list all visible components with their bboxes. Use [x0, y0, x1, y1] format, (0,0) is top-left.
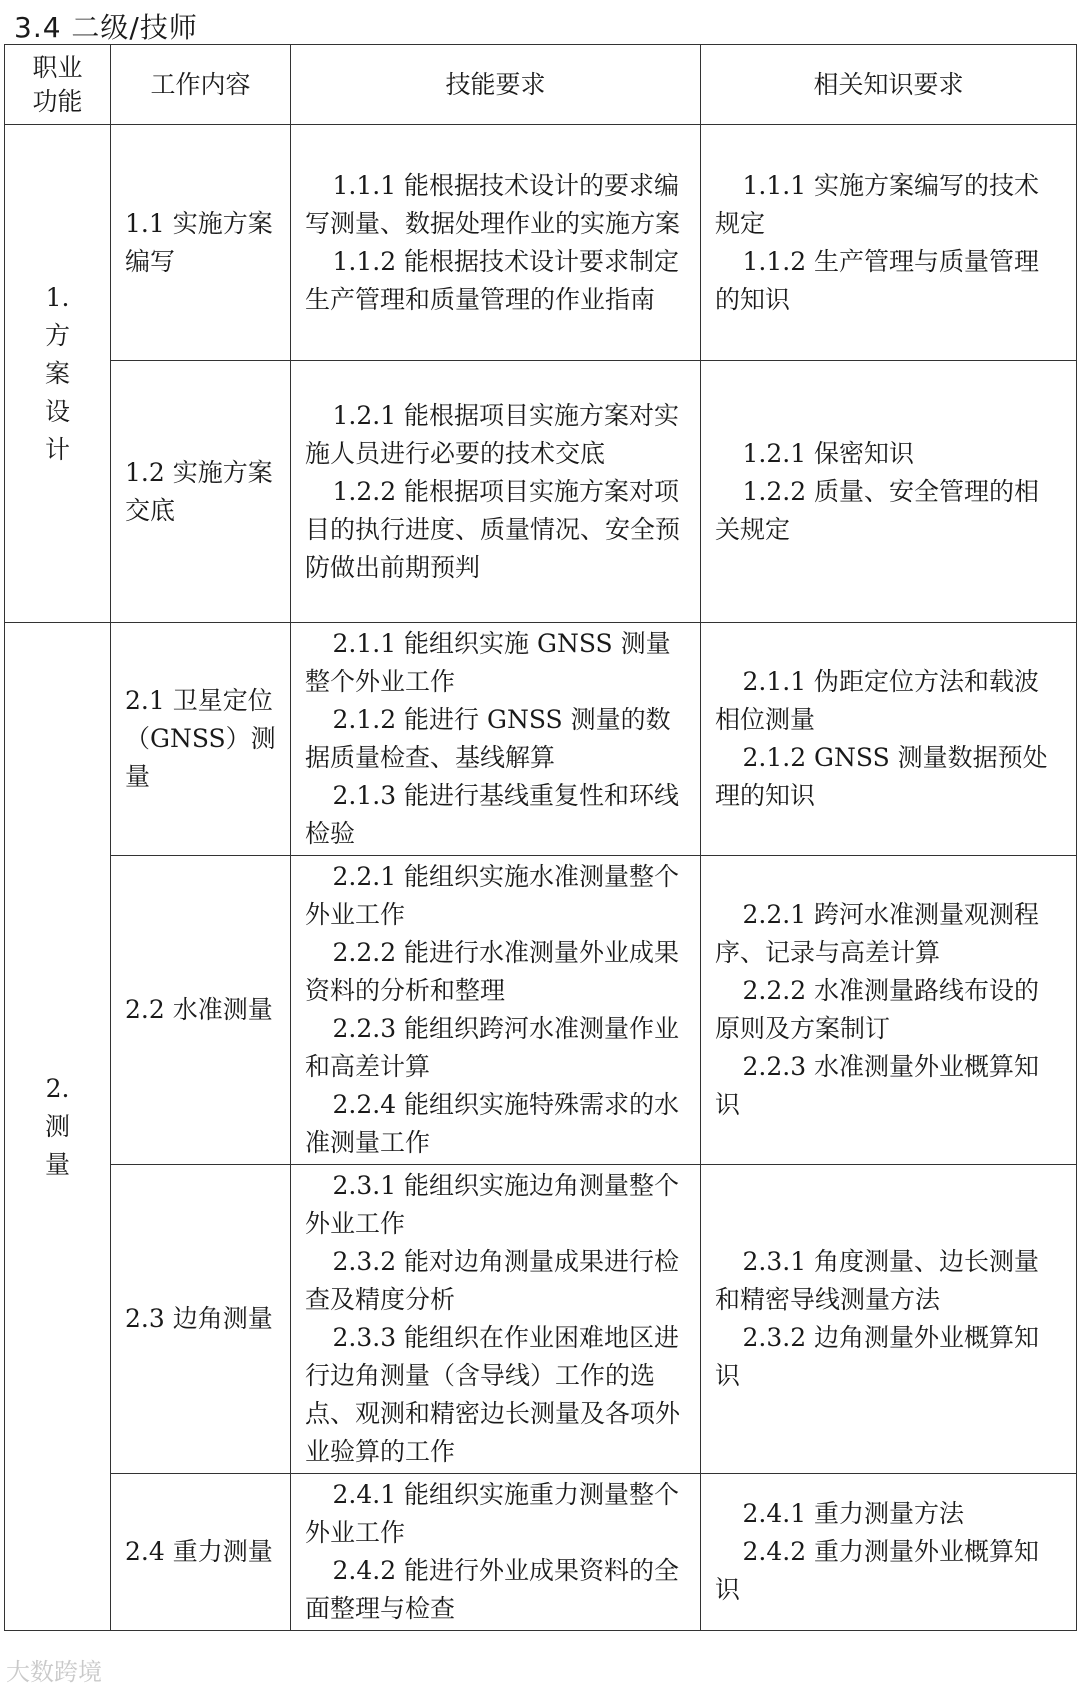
content-cell: 2.4 重力测量	[111, 1474, 291, 1631]
function-number: 2.	[45, 1073, 70, 1103]
header-function: 职业 功能	[5, 45, 111, 125]
knowledge-item: 1.2.2 质量、安全管理的相关规定	[715, 476, 1040, 544]
skills-table	[4, 44, 1077, 1631]
skill-item: 2.2.2 能进行水准测量外业成果资料的分析和整理	[305, 938, 680, 1005]
knowledge-item: 1.2.1 保密知识	[742, 438, 915, 468]
knowledge-item: 2.1.2 GNSS 测量数据预处理的知识	[715, 743, 1048, 810]
function-char: 案	[44, 358, 70, 388]
content-cell: 2.2 水准测量	[111, 856, 291, 1165]
content-cell: 2.1 卫星定位（GNSS）测量	[111, 623, 291, 856]
knowledge-item: 1.1.2 生产管理与质量管理的知识	[715, 246, 1040, 314]
knowledge-item: 2.4.2 重力测量外业概算知识	[715, 1537, 1040, 1604]
table-row	[5, 856, 1077, 1165]
knowledge-item: 2.1.1 伪距定位方法和载波相位测量	[715, 667, 1040, 734]
skills-cell	[291, 361, 701, 623]
skills-cell	[291, 623, 701, 856]
section-heading: 3.4 二级/技师	[14, 11, 198, 44]
content-cell: 2.3 边角测量	[111, 1165, 291, 1474]
skill-item: 2.3.2 能对边角测量成果进行检查及精度分析	[305, 1247, 680, 1314]
table-row	[5, 623, 1077, 856]
header-knowledge: 相关知识要求	[701, 45, 1077, 125]
skill-item: 2.3.1 能组织实施边角测量整个外业工作	[305, 1171, 680, 1238]
function-cell-2	[5, 623, 111, 1631]
table-row	[5, 1165, 1077, 1474]
header-content: 工作内容	[111, 45, 291, 125]
content-cell: 1.2 实施方案交底	[111, 361, 291, 623]
skill-item: 2.1.3 能进行基线重复性和环线检验	[305, 781, 680, 848]
skill-item: 2.4.1 能组织实施重力测量整个外业工作	[305, 1480, 680, 1547]
knowledge-item: 2.3.2 边角测量外业概算知识	[715, 1323, 1040, 1390]
skill-item: 2.1.2 能进行 GNSS 测量的数据质量检查、基线解算	[305, 705, 671, 772]
table-row	[5, 125, 1077, 361]
skill-item: 1.1.1 能根据技术设计的要求编写测量、数据处理作业的实施方案	[305, 170, 681, 238]
skills-cell	[291, 1474, 701, 1631]
function-char: 计	[44, 434, 70, 464]
function-cell-1	[5, 125, 111, 623]
knowledge-item: 1.1.1 实施方案编写的技术规定	[715, 170, 1040, 238]
knowledge-item: 2.4.1 重力测量方法	[742, 1499, 965, 1528]
skill-item: 1.2.2 能根据项目实施方案对项目的执行进度、质量情况、安全预防做出前期预判	[305, 476, 681, 582]
function-char: 设	[44, 396, 70, 426]
function-char: 测	[44, 1111, 70, 1141]
knowledge-item: 2.3.1 角度测量、边长测量和精密导线测量方法	[715, 1247, 1040, 1314]
skills-cell	[291, 856, 701, 1165]
knowledge-cell	[701, 1165, 1077, 1474]
header-skills: 技能要求	[291, 45, 701, 125]
skills-cell	[291, 1165, 701, 1474]
knowledge-cell	[701, 125, 1077, 361]
content-cell: 1.1 实施方案编写	[111, 125, 291, 361]
function-number: 1.	[45, 282, 70, 312]
knowledge-cell	[701, 856, 1077, 1165]
function-char: 量	[44, 1149, 70, 1179]
knowledge-item: 2.2.1 跨河水准测量观测程序、记录与高差计算	[715, 900, 1040, 967]
table-row	[5, 1474, 1077, 1631]
skill-item: 2.3.3 能组织在作业困难地区进行边角测量（含导线）工作的选点、观测和精密边长测量及各项外业验算的工作	[305, 1323, 681, 1466]
skill-item: 1.2.1 能根据项目实施方案对实施人员进行必要的技术交底	[305, 400, 680, 468]
knowledge-cell	[701, 361, 1077, 623]
skills-cell	[291, 125, 701, 361]
skill-item: 2.2.1 能组织实施水准测量整个外业工作	[305, 862, 680, 929]
knowledge-cell	[701, 1474, 1077, 1631]
table-row	[5, 361, 1077, 623]
skill-item: 2.2.4 能组织实施特殊需求的水准测量工作	[305, 1090, 680, 1157]
skill-item: 2.4.2 能进行外业成果资料的全面整理与检查	[305, 1556, 680, 1623]
skill-item: 2.1.1 能组织实施 GNSS 测量整个外业工作	[305, 629, 671, 696]
table-header-row	[5, 45, 1077, 125]
function-char: 方	[44, 320, 70, 350]
knowledge-item: 2.2.2 水准测量路线布设的原则及方案制订	[715, 976, 1040, 1043]
knowledge-cell	[701, 623, 1077, 856]
watermark: 大数跨境	[6, 1658, 102, 1686]
skill-item: 1.1.2 能根据技术设计要求制定生产管理和质量管理的作业指南	[305, 246, 680, 314]
skill-item: 2.2.3 能组织跨河水准测量作业和高差计算	[305, 1014, 680, 1081]
knowledge-item: 2.2.3 水准测量外业概算知识	[715, 1052, 1040, 1119]
